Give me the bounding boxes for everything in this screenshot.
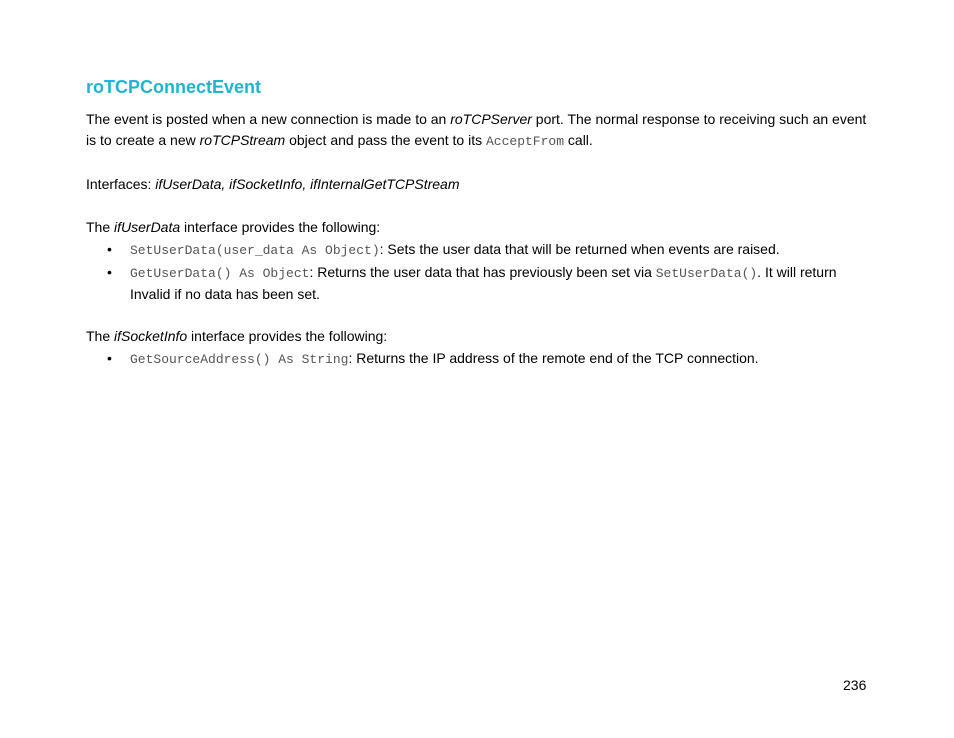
ifuserdata-method-list xyxy=(86,239,876,306)
ifuserdata-intro xyxy=(86,217,876,238)
intro-text-1: The event is posted when a new connection is made to an xyxy=(86,111,451,127)
section-heading: roTCPConnectEvent xyxy=(86,77,262,97)
intro-ref-server: roTCPServer xyxy=(450,111,532,127)
method-description: : Returns the user data that has previously been set via xyxy=(309,264,656,280)
ifuserdata-text-2: interface provides the following: xyxy=(180,219,381,235)
ifsocketinfo-name: ifSocketInfo xyxy=(114,328,188,344)
list-item xyxy=(86,239,876,261)
method-signature: GetSourceAddress() As String xyxy=(130,352,349,367)
list-item xyxy=(86,348,876,370)
intro-text-2: port. The normal response to receiving such an event is to create a new xyxy=(86,111,867,148)
ifsocketinfo-intro xyxy=(86,326,876,347)
ifsocketinfo-method-list xyxy=(86,348,876,371)
method-reference: SetUserData() xyxy=(655,266,758,281)
method-description: : Sets the user data that will be returned when events are raised. xyxy=(379,241,780,257)
bullet-icon: • xyxy=(107,350,112,366)
list-item xyxy=(86,262,876,305)
bullet-icon: • xyxy=(107,241,112,257)
intro-text-3: object and pass the event to its xyxy=(285,132,486,148)
ifuserdata-name: ifUserData xyxy=(114,219,181,235)
bullet-icon: • xyxy=(107,264,112,280)
ifuserdata-text-1: The xyxy=(86,219,115,235)
method-description: : Returns the IP address of the remote end of the TCP connection. xyxy=(348,350,759,366)
method-signature: SetUserData(user_data As Object) xyxy=(130,243,380,258)
intro-ref-stream: roTCPStream xyxy=(199,132,286,148)
interfaces-list: ifUserData, ifSocketInfo, ifInternalGetTCPStream xyxy=(155,176,460,192)
interfaces-label: Interfaces: xyxy=(86,176,156,192)
intro-text-4: call. xyxy=(564,132,593,148)
ifsocketinfo-text-2: interface provides the following: xyxy=(187,328,388,344)
ifsocketinfo-text-1: The xyxy=(86,328,115,344)
method-signature: GetUserData() As Object xyxy=(130,266,310,281)
interfaces-line xyxy=(86,174,876,195)
intro-paragraph xyxy=(86,109,876,152)
method-description-cont: . It will return Invalid if no data has been set. xyxy=(130,264,837,302)
page-number: 236 xyxy=(843,677,867,693)
intro-code-acceptfrom: AcceptFrom xyxy=(486,134,565,149)
